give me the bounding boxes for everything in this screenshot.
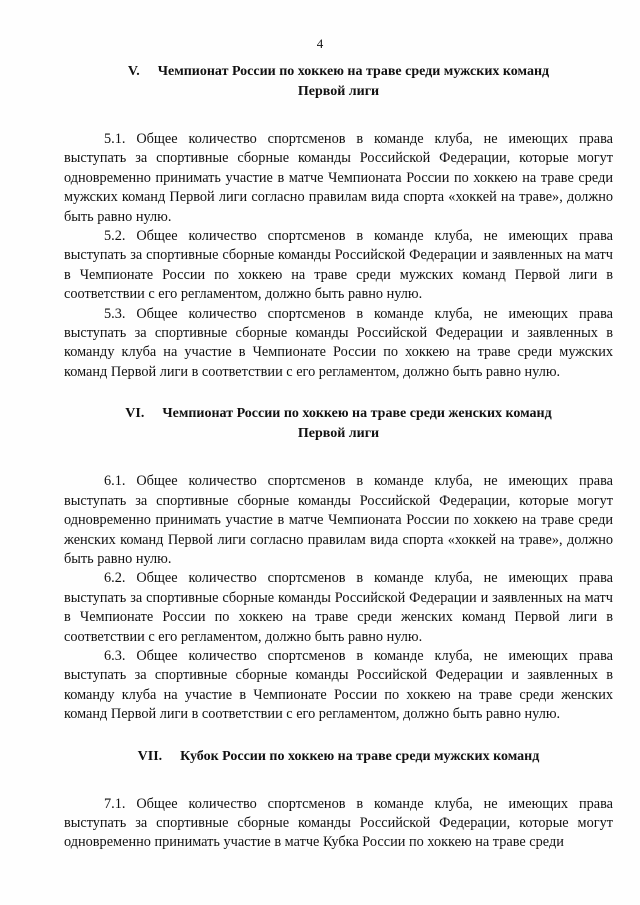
section-7-number: VII. xyxy=(137,748,163,764)
section-6-heading xyxy=(64,404,613,444)
section-6-title-line1: Чемпионат России по хоккею на траве среди женских команд xyxy=(162,406,552,422)
section-6 xyxy=(64,404,613,724)
paragraph-6-2: 6.2. Общее количество спортсменов в команде клуба, не имеющих права выступать за спортивные сборные команды Российской Федерации и заявленных на матч в Чемпионате России по хоккею на траве среди женских команд Первой лиги в соответствии с его регламентом, должно быть равно нулю. xyxy=(64,570,613,645)
section-6-title-line2: Первой лиги xyxy=(297,426,380,442)
paragraph-6-1: 6.1. Общее количество спортсменов в команде клуба, не имеющих права выступать за спортивные сборные команды Российской Федерации, которые могут одновременно принимать участие в матче Чемпионата России по хоккею на траве среди женских команд Первой лиги согласно правилам вида спорта «хоккей на траве», должно быть равно нулю. xyxy=(64,473,613,567)
paragraph-5-2: 5.2. Общее количество спортсменов в команде клуба, не имеющих права выступать за спортивные сборные команды Российской Федерации и заявленных на матч в Чемпионате России по хоккею на траве среди мужских команд Первой лиги в соответствии с его регламентом, должно быть равно нулю. xyxy=(64,228,613,303)
paragraph-6-3: 6.3. Общее количество спортсменов в команде клуба, не имеющих права выступать за спортивные сборные команды Российской Федерации и заявленных в команду клуба на участие в Чемпионате России по хоккею на траве среди женских команд Первой лиги в соответствии с его регламентом, должно быть равно нулю. xyxy=(64,647,613,723)
section-6-number: VI. xyxy=(125,406,145,422)
section-7-heading xyxy=(64,747,613,767)
section-7-title-line1: Кубок России по хоккею на траве среди мужских команд xyxy=(180,748,540,764)
paragraph-7-1: 7.1. Общее количество спортсменов в команде клуба, не имеющих права выступать за спортивные сборные команды Российской Федерации, которые могут одновременно принимать участие в матче Кубка России по хоккею на траве среди xyxy=(64,795,613,851)
section-5-heading xyxy=(64,62,613,102)
section-5-title-line2: Первой лиги xyxy=(297,84,380,99)
section-5-title-line1: Чемпионат России по хоккею на траве среди мужских команд xyxy=(157,64,550,79)
section-7 xyxy=(64,747,613,853)
section-5-number: V. xyxy=(127,64,140,79)
section-5 xyxy=(64,62,613,382)
paragraph-5-3: 5.3. Общее количество спортсменов в команде клуба, не имеющих права выступать за спортивные сборные команды Российской Федерации и заявленных в команду клуба на участие в Чемпионате России по хоккею на траве среди мужских команд Первой лиги в соответствии с его регламентом, должно быть равно нулю. xyxy=(64,305,613,380)
page-number: 4 xyxy=(316,36,324,51)
document-body xyxy=(64,62,613,853)
paragraph-5-1: 5.1. Общее количество спортсменов в команде клуба, не имеющих права выступать за спортивные сборные команды Российской Федерации, которые могут одновременно принимать участие в матче Чемпионата России по хоккею на траве среди мужских команд Первой лиги согласно правилам вида спорта «хоккей на траве», должно быть равно нулю. xyxy=(64,131,613,225)
